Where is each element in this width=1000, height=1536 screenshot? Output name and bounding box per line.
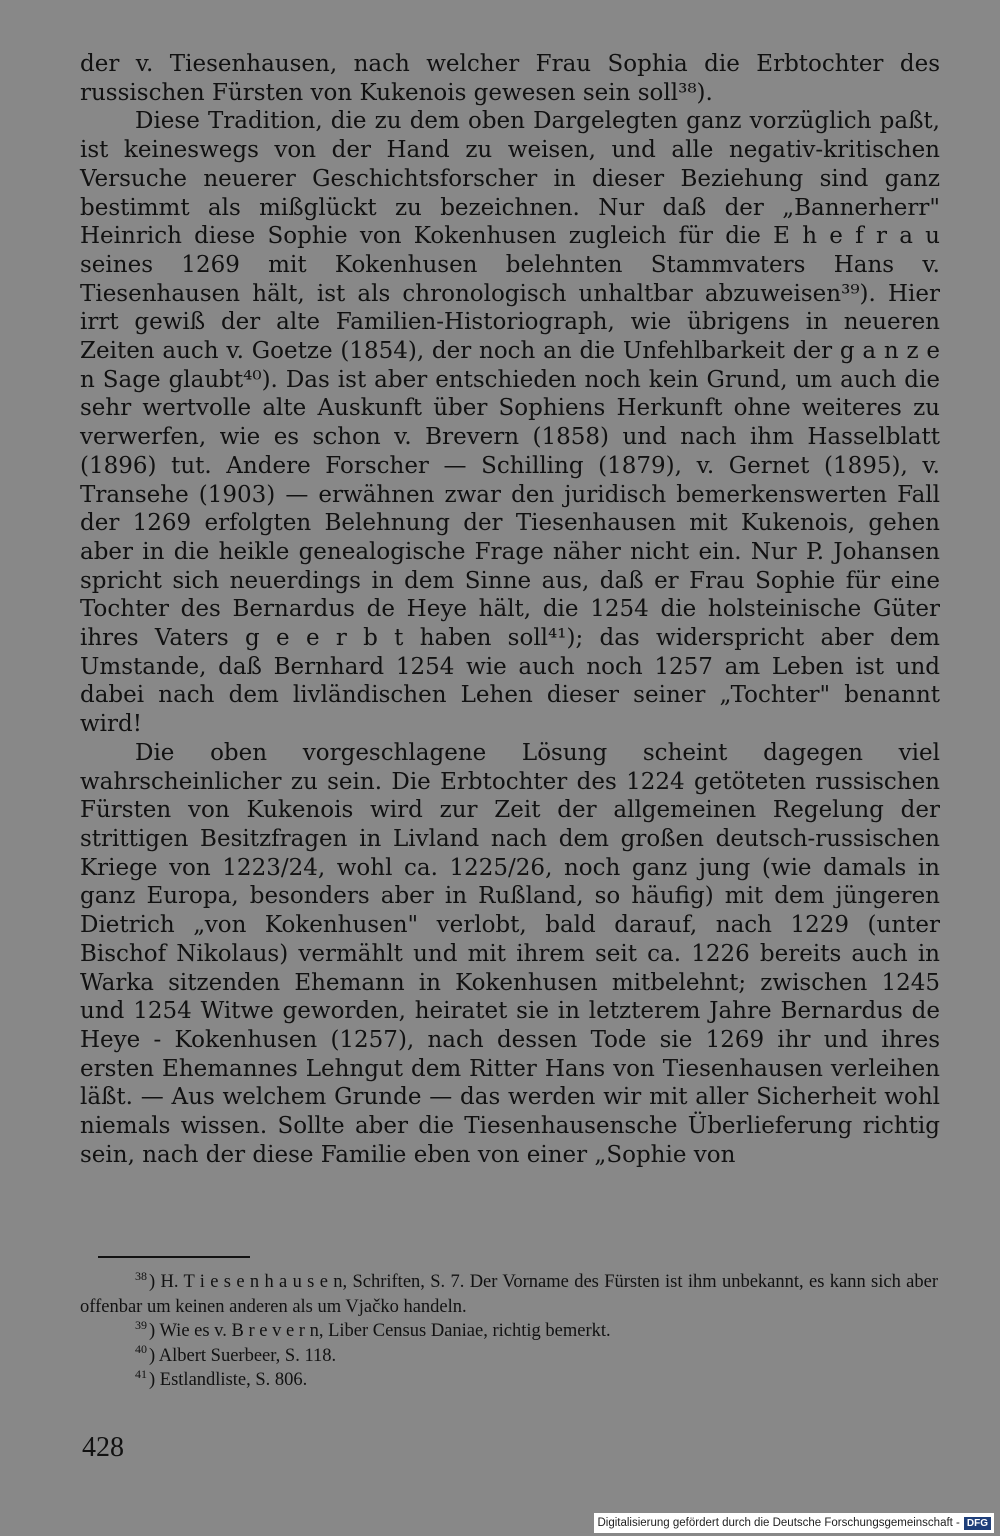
footnotes — [80, 1270, 938, 1393]
footnote-38: $^{38}$ ) H. T i e s e n h a u s e n, Schriften, S. 7. Der Vorname des Fürsten ist ihm unbekannt, es kann sich aber offenbar um keinen anderen als um Vjačko handeln. — [80, 1268, 938, 1317]
paragraph: Die oben vorgeschlagene Lösung scheint dagegen viel wahrscheinlicher zu sein. Die Erbtochter des 1224 getöteten russischen Fürsten von Kukenois wird zur Zeit der allgemeinen Regelung der strittigen Besitzfragen in Livland nach dem großen deutsch-russischen Kriege von 1223/24, wohl ca. 1225/26, noch ganz jung (wie damals in ganz Europa, besonders aber in Rußland, so häufig) mit dem jüngeren Dietrich „von Kokenhusen" verlobt, bald darauf, nach 1229 (unter Bischof Nikolaus) vermählt und mit ihrem seit ca. 1226 bereits auch in Warka sitzenden Ehemann in Kokenhusen mitbelehnt; zwischen 1245 und 1254 Witwe geworden, heiratet sie in letzterem Jahre Bernardus de Heye - Kokenhusen (1257), nach dessen Tode sie 1269 ihr und ihres ersten Ehemannes Lehngut dem Ritter Hans von Tiesenhausen verleihen läßt. — Aus welchem Grunde — das werden wir mit aller Sicherheit wohl niemals wissen. Sollte aber die Tiesenhausensche Überlieferung richtig sein, nach der diese Familie eben von einer „Sophie von — [80, 739, 940, 1168]
footnote-separator — [98, 1256, 250, 1258]
footnote-marker: 40 — [135, 1342, 147, 1357]
paragraph: Diese Tradition, die zu dem oben Dargelegten ganz vorzüglich paßt, ist keineswegs von der Hand zu weisen, und alle negativ-kritischen Versuche neuerer Geschichtsforscher in dieser Beziehung sind ganz bestimmt als mißglückt zu bezeichnen. Nur daß der „Bannerherr" Heinrich diese Sophie von Kokenhusen zugleich für die E h e f r a u seines 1269 mit Kokenhusen belehnten Stammvaters Hans v. Tiesenhausen hält, ist als chronologisch unhaltbar abzuweisen³⁹). Hier irrt gewiß der alte Familien-Historiograph, wie übrigens in neueren Zeiten auch v. Goetze (1854), der noch an die Unfehlbarkeit der g a n z e n Sage glaubt⁴⁰). Das ist aber entschieden noch kein Grund, um auch die sehr wertvolle alte Auskunft über Sophiens Herkunft ohne weiteres zu verwerfen, wie es schon v. Brevern (1858) und nach ihm Hasselblatt (1896) tut. Andere Forscher — Schilling (1879), v. Gernet (1895), v. Transehe (1903) — erwähnen zwar den juridisch bemerkenswerten Fall der 1269 erfolgten Belehnung der Tiesenhausen mit Kukenois, gehen aber in die heikle genealogische Frage näher nicht ein. Nur P. Johansen spricht sich neuerdings in dem Sinne aus, daß er Frau Sophie für eine Tochter des Bernardus de Heye hält, die 1254 die holsteinische Güter ihres Vaters g e e r b t haben soll⁴¹); das widerspricht aber dem Umstande, daß Bernhard 1254 wie auch noch 1257 am Leben ist und dabei nach dem livländischen Lehen dieser seiner „Tochter" benannt wird! — [80, 108, 940, 738]
footnote-text: Albert Suerbeer, S. 118. — [158, 1345, 337, 1366]
page-number: 428 — [82, 1432, 124, 1463]
footnote-marker: 41 — [135, 1366, 147, 1381]
digitization-credit — [594, 1513, 994, 1533]
main-text — [80, 50, 940, 1169]
footnote-marker: 39 — [135, 1317, 147, 1332]
paragraph-continued: der v. Tiesenhausen, nach welcher Frau Sophia die Erbtochter des russischen Fürsten von Kukenois gewesen sein soll³⁸). — [80, 51, 940, 106]
footnote-text: H. T i e s e n h a u s e n, Schriften, S. 7. Der Vorname des Fürsten ist ihm unbekannt, es kann sich aber offenbar um keinen anderen als um Vjačko handeln. — [80, 1272, 938, 1317]
credit-text: Digitalisierung gefördert durch die Deutsche Forschungsgemeinschaft - — [597, 1517, 960, 1529]
footnote-39: $^{39}$ ) Wie es v. B r e v e r n, Liber Census Daniae, richtig bemerkt. — [135, 1317, 611, 1341]
dfg-logo-icon: DFG — [964, 1517, 991, 1530]
footnote-41: $^{41}$ ) Estlandliste, S. 806. — [135, 1366, 308, 1390]
footnote-marker: 38 — [135, 1268, 147, 1283]
footnote-text: Wie es v. B r e v e r n, Liber Census Daniae, richtig bemerkt. — [159, 1321, 611, 1341]
footnote-text: Estlandliste, S. 806. — [159, 1370, 308, 1390]
footnote-40: $^{40}$ ) Albert Suerbeer, S. 118. — [135, 1342, 337, 1366]
